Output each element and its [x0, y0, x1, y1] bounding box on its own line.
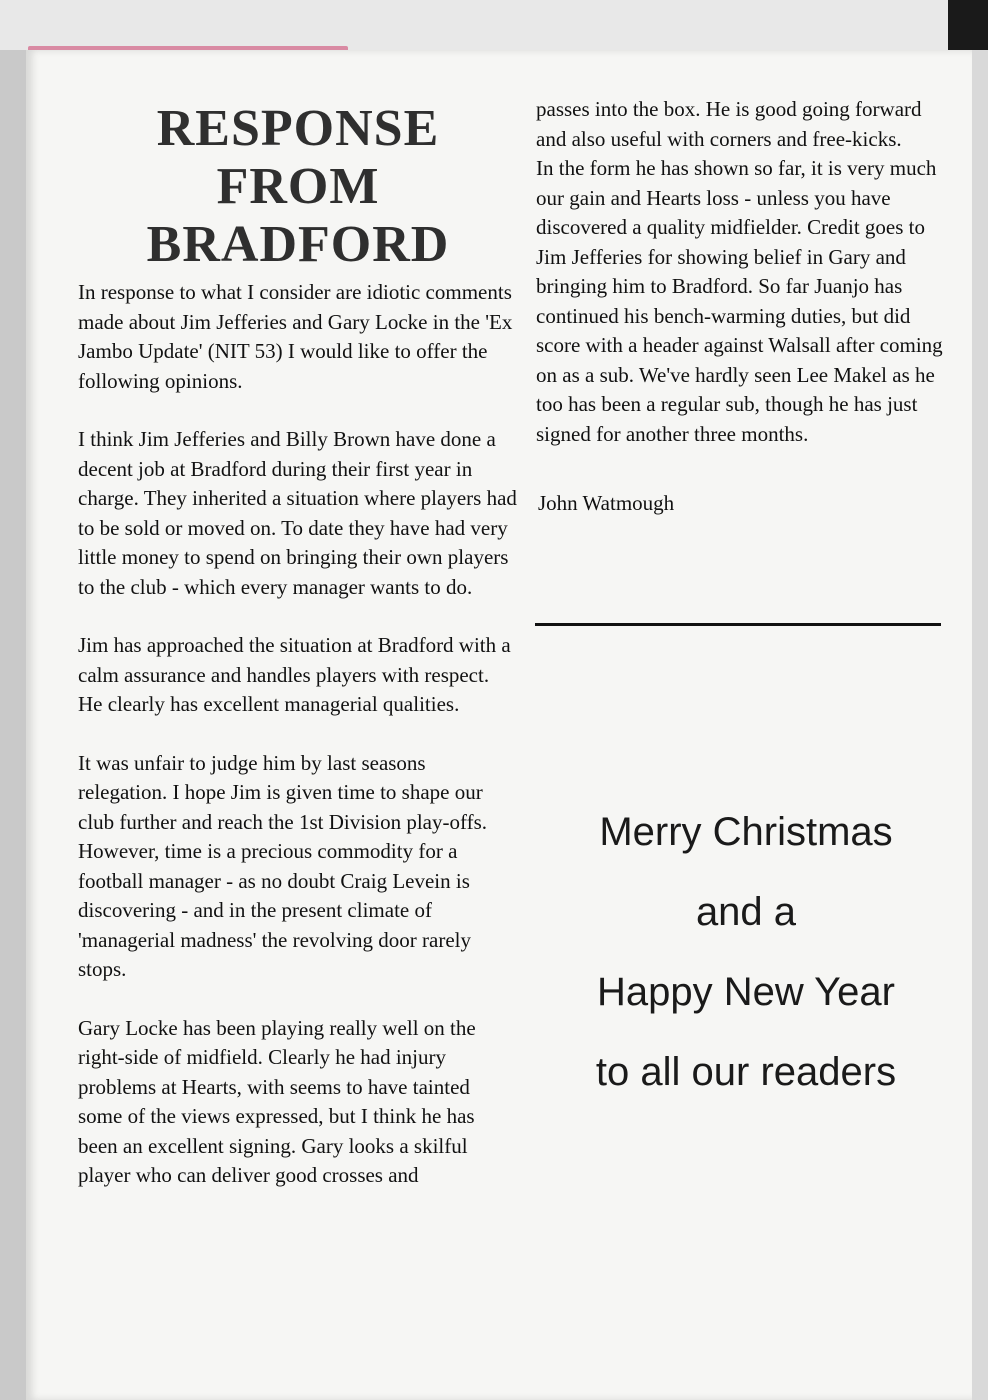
- author-signature: John Watmough: [538, 491, 675, 515]
- greeting-line: and a: [695, 890, 797, 934]
- title-line: BRADFORD: [146, 216, 450, 273]
- paragraph: passes into the box. He is good going forward and also useful with corners and free-kicks.: [536, 97, 922, 151]
- paragraph: Gary Locke has been playing really well on the right-side of midfield. Clearly he had injury problems at Hearts, with seems to have tainted some of the views expressed, but I think he has been an excellent signing. Gary looks a skilful player who can deliver good crosses and: [78, 1015, 476, 1187]
- title-line: FROM: [216, 158, 380, 215]
- paragraph: In the form he has shown so far, it is very much our gain and Hearts loss - unless you have discovered a quality midfielder. Credit goes to Jim Jefferies for showing belief in Gary and bringing him to Bradford. So far Juanjo has continued his bench-warming duties, but did score with a header against Walsall after coming on as a sub. We've hardly seen Lee Makel as he too has been a regular sub, though he has just signed for another three months.: [536, 156, 943, 446]
- paragraph: In response to what I consider are idiotic comments made about Jim Jefferies and Gary Locke in the 'Ex Jambo Update' (NIT 53) I would like to offer the following opinions.: [78, 280, 513, 393]
- left-column: [78, 100, 518, 1191]
- greeting-line: to all our readers: [595, 1050, 897, 1094]
- right-column: [536, 95, 946, 518]
- greeting-line: Happy New Year: [597, 970, 895, 1014]
- scan-corner: [948, 0, 988, 50]
- paragraph: Jim has approached the situation at Bradford with a calm assurance and handles players with respect. He clearly has excellent managerial qualities.: [78, 633, 511, 716]
- divider-rule: [535, 623, 941, 626]
- scan-top-margin: [0, 0, 988, 50]
- magazine-page: [26, 50, 972, 1400]
- paragraph: It was unfair to judge him by last seasons relegation. I hope Jim is given time to shape our club further and reach the 1st Division play-offs. However, time is a precious commodity for a football manager - as no doubt Craig Levein is discovering - and in the present climate of 'managerial madness' the revolving door rarely stops.: [78, 750, 487, 981]
- title-line: RESPONSE: [156, 100, 440, 157]
- paragraph: I think Jim Jefferies and Billy Brown have done a decent job at Bradford during their first year in charge. They inherited a situation where players had to be sold or moved on. To date they have had very little money to spend on bringing their own players to the club - which every manager wants to do.: [78, 427, 517, 599]
- greeting-line: Merry Christmas: [599, 810, 893, 854]
- article-title: [78, 100, 518, 274]
